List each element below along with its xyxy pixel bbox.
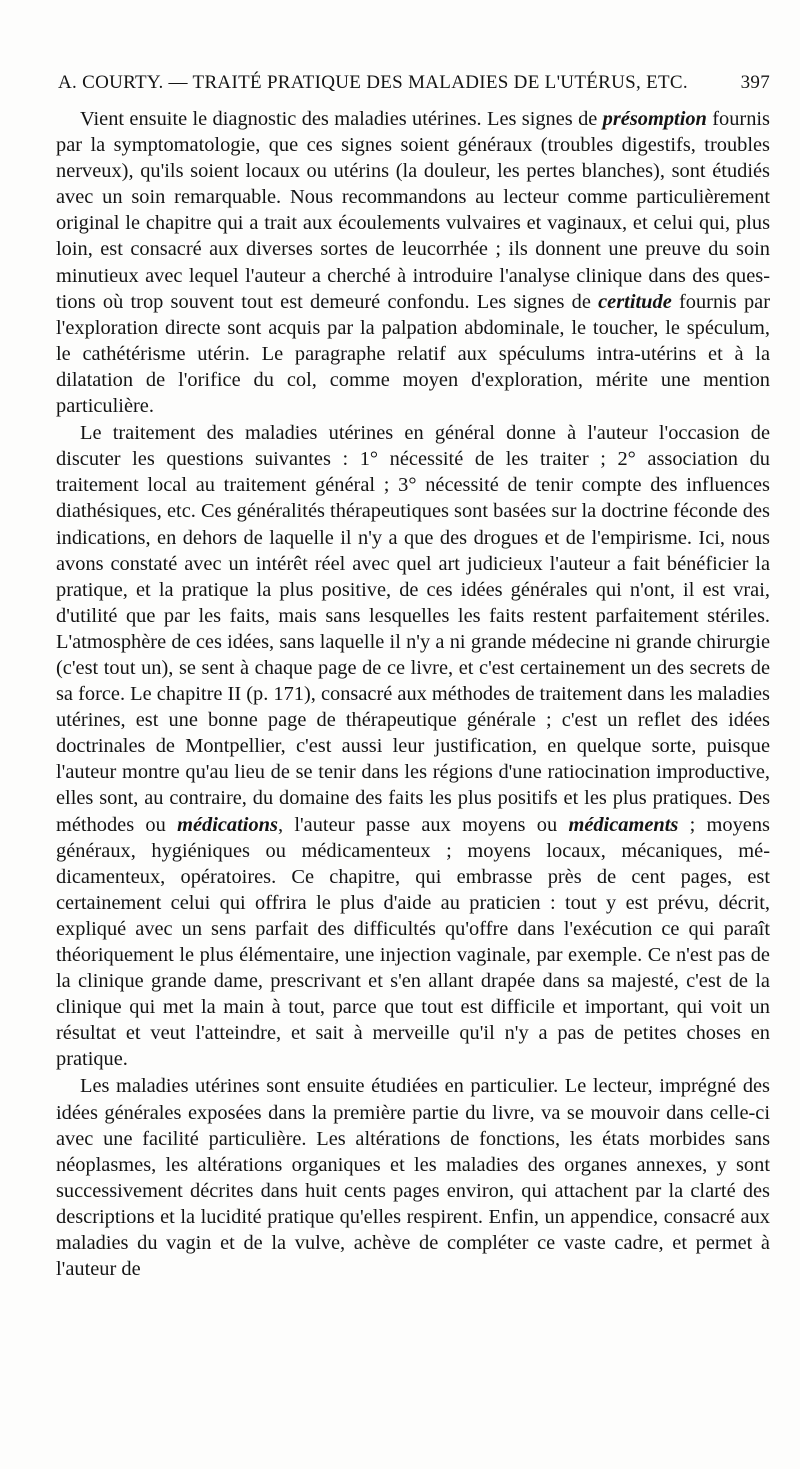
italic-term: certitude <box>598 290 672 313</box>
running-header <box>58 66 770 98</box>
italic-term: présomption <box>602 108 707 130</box>
italic-term: médicaments <box>568 813 679 836</box>
paragraph-3: Les maladies utérines sont ensuite étudiées en particulier. Le lecteur, imprégné des idées générales exposées dans la première partie du livre, va se mouvoir dans celle-ci avec une facilité particulière. Les altérations de fonctions, les états morbides sans néoplasmes, les altérations organiques et les maladies des organes annexes, y sont successivement décrites dans huit cents pages environ, qui attachent par la clarté des descriptions et la lucidité pratique qu'elles respirent. Enfin, un appendice, consacré aux maladies du vagin et de la vulve, achève de compléter ce vaste cadre, et permet à l'auteur de <box>56 1075 770 1281</box>
page-number: 397 <box>740 72 770 93</box>
paragraph-1: Vient ensuite le diagnostic des maladies utérines. Les signes de présomption fournis par la symptomatologie, que ces signes soient généraux (troubles digestifs, troubles nerveux), qu'ils soient locaux ou utérins (la douleur, les pertes blanches), sont étudiés avec un soin remarquable. Nous recommandons au lecteur comme particulièrement original le chapitre qui a trait aux écoulements vulvaires et vaginaux, et celui qui, plus loin, est consacré aux diverses sortes de leucorrhée ; ils donnent une preuve du soin minutieux avec lequel l'auteur a cherché à introduire l'analyse clinique dans des questions où trop souvent tout est demeuré confondu. Les signes de certitude fournis par l'exploration directe sont acquis par la palpation abdominale, le toucher, le spéculum, le cathétérisme utérin. Le paragraphe relatif aux spéculums intra-utérins et à la dilatation de l'orifice du col, comme moyen d'exploration, mérite une mention particulière. <box>56 108 770 418</box>
paragraph-2: Le traitement des maladies utérines en général donne à l'auteur l'occasion de discuter les questions suivantes : 1° nécessité de les traiter ; 2° association du traitement local au traitement général ; 3° nécessité de tenir compte des influences diathésiques, etc. Ces généralités thérapeutiques sont basées sur la doctrine féconde des indications, en dehors de laquelle il n'y a que des drogues et de l'empirisme. Ici, nous avons constaté avec un intérêt réel avec quel art judicieux l'auteur a fait bénéficier la pratique, et la pratique la plus positive, de ces idées générales qui n'ont, il est vrai, d'utilité que par les faits, mais sans lesquelles les faits restent parfaitement stériles. L'atmosphère de ces idées, sans laquelle il n'y a ni grande médecine ni grande chirurgie (c'est tout un), se sent à chaque page de ce livre, et c'est certainement un des secrets de sa force. Le chapitre II (p. 171), consacré aux méthodes de traitement dans les maladies utérines, est une bonne page de thérapeutique générale ; c'est un reflet des idées doctrinales de Montpellier, c'est aussi leur justification, en quelque sorte, puisque l'auteur montre qu'au lieu de se tenir dans les régions d'une ratiocination improductive, elles sont, au contraire, du domaine des faits les plus positifs et les plus pratiques. Des méthodes ou médications, l'auteur passe aux moyens ou médicaments ; moyens généraux, hygiéniques ou médicamenteux ; moyens locaux, mécaniques, médicamenteux, opératoires. Ce chapitre, qui embrasse près de cent pages, est certainement celui qui offrira le plus d'aide au praticien : tout y est prévu, décrit, expliqué avec un sens parfait des difficultés qu'offre dans l'exécution ce qui paraît théoriquement le plus élémentaire, une injection vaginale, par exemple. Ce n'est pas de la clinique grande dame, prescrivant et s'en allant drapée dans sa majesté, c'est de la clinique qui met la main à tout, parce que tout est difficile et important, qui voit un résultat et veut l'atteindre, et sait à merveille qu'il n'y a pas de petites choses en pratique. <box>56 422 770 1071</box>
body-text <box>56 106 770 1282</box>
running-title: A. COURTY. — TRAITÉ PRATIQUE DES MALADIES DE L'UTÉRUS, ETC. <box>58 72 688 93</box>
italic-term: médications <box>177 813 278 836</box>
